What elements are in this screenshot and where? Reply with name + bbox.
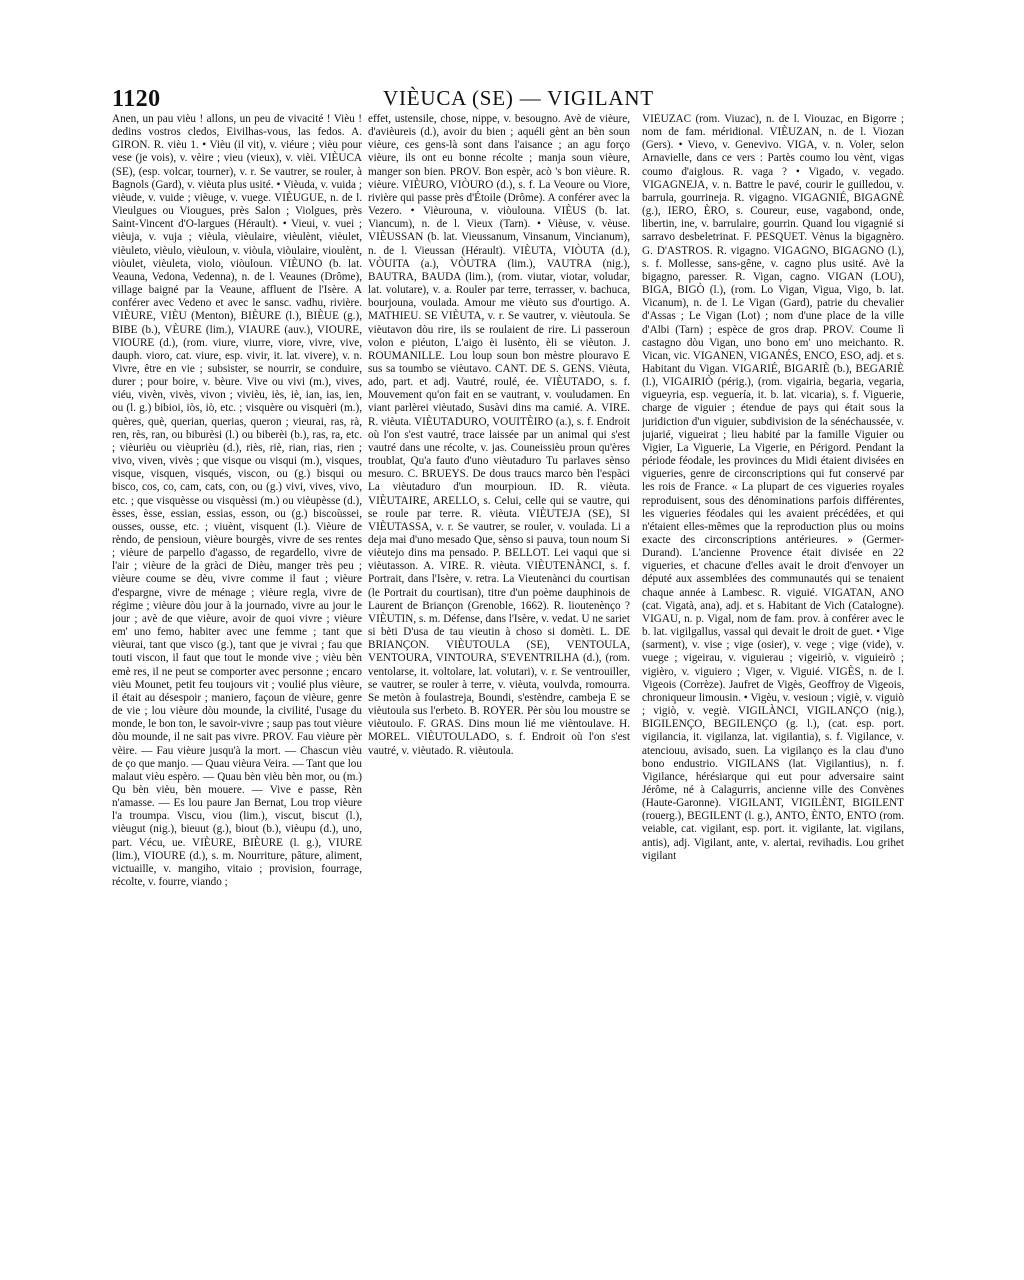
column-right-text: VIÈUZAC (rom. Viuzac), n. de l. Viouzac, en Bigorre ; nom de fam. méridional. VIÈUZAN, n. de l. Viozan (Gers). • Vievo, v. Genevivo. VIGA, v. n. Voler, selon Arnavielle, dans ce vers : Partès coumo lou vènt, vigas coumo d'aiglous. R. vaga ? • Vigado, v. vegado. VIGAGNEJA, v. n. Battre le pavé, courir le guilledou, v. barrula, gourrineja. R. vigagno. VIGAGNIÉ, BIGAGNÈ (g.), IERO, ÈRO, s. Coureur, euse, vagabond, onde, libertin, ine, v. barrulaire, gourrin. Quand lou vigagnié si sarravo desbeletrinat. F. PESQUET. Vènus la bigagnèro. G. D'ASTROS. R. vigagno. VIGAGNO, BIGAGNO (l.), s. f. Mollesse, sans-gêne, v. cagno plus usité. Avè la bigagno, paresser. R. Vigan, cagno. VIGAN (LOU), BIGA, BIGÒ (l.), (rom. Lo Vigan, Vigua, Vigo, b. lat. Vicanum), n. de l. Le Vigan (Gard), patrie du chevalier d'Assas ; Le Vigan (Lot) ; nom d'une place de la ville d'Albi (Tarn) ; espèce de gros drap. PROV. Coume lì castagno dòu Vigan, uno bono em' uno meichanto. R. Vican, vic. VIGANEN, VIGANÉS, ENCO, ESO, adj. et s. Habitant du Vigan. VIGARIÉ, BIGARIÈ (b.), BEGARIÈ (l.), VIGAIRIÒ (périg.), (rom. vigairia, begaria, vegaria, vigueyria, esp. veguería, it. b. lat. vicaria), s. f. Viguerie, charge de viguier ; étendue de pays qui était sous la juridiction d'un viguier, subdivision de la sénéchaussée, v. jujarié, vigueirat ; lieu habité par la famille Viguier ou Vigier, La Viguerie, La Vigerie, en Périgord. Pendant la période féodale, les provinces du Midi étaient divisées en vigueries, genre de circonscriptions qui fut conservé par les rois de France. « La plupart de ces vigueries royales reproduisent, sous des dénominations parfois différentes, les vigueries féodales qui les avaient précédées, et qui n'étaient elles-mêmes que la reproduction plus ou moins exacte des circonscriptions antérieures. » (Germer-Durand). L'ancienne Provence était divisée en 22 vigueries, et chacune d'elles avait le droit d'envoyer un député aux assemblées des communautés qui se tenaient chaque année à Lambesc. R. viguié. VIGATAN, ANO (cat. Vigatà, ana), adj. et s. Habitant de Vich (Catalogne). VIGAU, n. p. Vigal, nom de fam. prov. à conférer avec le b. lat. vigilgallus, vassal qui devait le droit de guet. • Vige (sarment), v. vise ; vige (osier), v. vege ; vige (vide), v. vuege ; vigeirau, v. viguierau ; vigeiriò, v. viguieirò ; vigièro, v. viguiero ; Viger, v. Viguié. VIGÈS, n. de l. Vigeois (Corrèze). Jaufret de Vigès, Geoffroy de Vigeois, chroniqueur limousin. • Vigèu, v. vesioun ; vigiè, v. viguiò ; vigiò, v. vegiè. VIGILÀNCI, VIGILANÇO (nig.), BIGILENÇO, BEGILENÇO (g. l.), (cat. esp. port. vigilancia, it. vigilanza, lat. vigilantia), s. f. Vigilance, v. atenciouu, avisado, suen. La vigilanço es la clau d'uno bono endustrio. VIGILANS (lat. Vigilantius), n. f. Vigilance, hérésiarque qui eut pour adversaire saint Jérôme, né à Calagurris, ancienne ville des Convènes (Haute-Garonne). VIGILANT, VIGILÈNT, BIGILENT (rouerg.), BEGILENT (l. g.), ANTO, ÈNTO, ENTO (rom. veiable, cat. vigilant, esp. port. it. vigilante, lat. vigilans, antis), adj. Vigilant, ante, v. alertai, revihadis. Lou grihet vigilant (642, 113, 904, 862)
column-left (112, 113, 362, 1238)
column-middle (368, 113, 630, 1238)
running-title: VIÈUCA (SE) — VIGILANT (383, 86, 654, 110)
column-right (642, 113, 904, 1238)
page-number: 1120 (112, 86, 161, 112)
column-left-text: Anen, un pau vièu ! allons, un peu de vivacité ! Vièu ! dedins vostros cledos, Eivilhas-vous, las fedos. A. GIRON. R. vièu 1. • Vièu (il vit), v. viéure ; vièu pour vese (je vois), v. vèire ; vieu (vieux), v. vièi. VIÈUCA (SE), (esp. volcar, tourner), v. r. Se vautrer, se rouler, à Bagnols (Gard), v. vièuta plus usité. • Vièuda, v. vuida ; vièude, v. vuide ; vièuge, v. vuege. VIÈUGUE, n. de l. Vieulgues ou Viougues, près Salon ; Violgues, près Saint-Vincent d'O-largues (Hérault). • Vieui, v. vuei ; vièuja, v. vuja ; vièula, vièulaire, vièulènt, vièulet, vièuleto, vièulo, vièuloun, v. viòula, viòulaire, vioulènt, viòulet, vièuleta, violo, viòuloun. VIÈUNO (b. lat. Veauna, Vedona, Vedenna), n. de l. Veaunes (Drôme), village baigné par la Veaune, affluent de l'Isère. A conférer avec Vedeno et avec le sansc. vadhu, rivière. VIÈURE, VIÈU (Menton), BIÈURE (l.), BIÈUE (g.), BIBE (b.), VÈURE (lim.), VIAURE (auv.), VIOURE, VIOURE (d.), (rom. viure, viurre, viore, vivre, vive, dauph. vioro, cat. viure, esp. vivir, it. lat. vivere), v. n. Vivre, être en vie ; subsister, se nourrir, se conduire, durer ; pour boire, v. bèure. Vive ou vivi (m.), vives, viéu, vivèn, vivès, vivon ; vivièu, iès, iè, ian, ias, ien, ou (l. g.) bibioi, iòs, iò, etc. ; visquère ou visquèri (m.), quères, què, querian, querias, queron ; vieurai, ras, rà, ren, rès, ran, ou biburèsi (l.) ou biberèi (b.), ras, ra, etc. ; vièurièu ou vièuprièu (d.), riès, riè, rian, rias, rien ; vivo, viven, vivès ; que visque ou visqui (m.), visques, visque, visquen, visqués, viscon, ou (g.) bisqui ou bisco, cos, co, cam, cats, con, ou (g.) vivi, vives, vivo, etc. ; que visquèsse ou visquèssi (m.) ou vièupèsse (d.), èsses, èsse, essian, essias, esson, ou (g.) biscoùssei, ousses, ousse, etc. ; viuènt, visquent (l.). Vièure de rèndo, de pensioun, vièure bourgès, vivre de ses rentes ; vièure de parpello d'agasso, de regardello, vivre de l'air ; vièure de la gràci de Dièu, manger très peu ; vièure coume se dèu, vivre comme il faut ; vièure d'espargne, vivre de ménage ; vièure regla, vivre de régime ; vièure dòu jour à la journado, vivre au jour le jour ; avè de que vièure, avoir de quoi vivre ; vièure em' uno femo, habiter avec une femme ; tant que vièurai, tant que visco (g.), tant que je vivrai ; fau que touti viscon, il faut que tout le monde vive ; vièu bèn emè res, il ne peut se comporter avec personne ; encaro vièu Mounet, petit feu toujours vit ; voulié plus vièure, il était au désespoir ; maniero, façoun de vièure, genre de vie ; lou vièure dòu mounde, la civilité, l'usage du monde, le bon ton, le savoir-vivre ; saup pas tout vièure dòu mounde, il ne sait pas vivre. PROV. Fau vièure pèr vèire. — Fau vièure jusqu'à la mort. — Chascun vièu de ço que manjo. — Quau vièura Veira. — Tant que lou malaut vièu espèro. — Quau bèn vièu bèn mor, ou (m.) Qu bèn vièu, bèn mouere. — Vive e passe, Rèn n'amasse. — Es lou paure Jan Bernat, Lou trop vièure l'a troumpa. Viscu, viou (lim.), viscut, biscut (l.), vièugut (nig.), bieuut (g.), biout (b.), vièupu (d.), uno, part. Vécu, ue. VIÈURE, BIÈURE (l. g.), VIURE (lim.), VIOURE (d.), s. m. Nourriture, pâture, aliment, victuaille, v. mangiho, vitaio ; provision, fourrage, récolte, v. fourre, viando ; (112, 113, 362, 889)
column-middle-text: effet, ustensile, chose, nippe, v. besougno. Avè de vièure, d'avièureis (d.), avoir du bien ; aquéli gènt an bèn soun vièure, ces gens-là sont dans l'aisance ; an agu forço vièure, ils ont eu bonne récolte ; manja soun vièure, manger son bien. PROV. Bon espèr, acò 's bon vièure. R. vièure. VIÈURO, VIÒURO (d.), s. f. La Veoure ou Viore, rivière qui passe près d'Étoile (Drôme). A conférer avec la Vezero. • Vièurouna, v. viòulouna. VIÈUS (b. lat. Viancum), n. de l. Vieux (Tarn). • Vièuse, v. vèuse. VIÈUSSAN (b. lat. Vieussanum, Vinsanum, Vincianum), n. de l. Vieussan (Hérault). VIÈUTA, VIÒUTA (d.), VÒUITA (a.), VÒUTRA (lim.), VAUTRA (nig.), BAUTRA, BAUDA (lim.), (rom. viutar, viotar, voludar, lat. volutare), v. a. Rouler par terre, terrasser, v. bachuca, bourjouna, voulada. Amour me vièuto sus d'ourtigo. A. MATHIEU. SE VIÈUTA, v. r. Se vautrer, v. vièutoula. Se vièutavon dòu rire, ils se roulaient de rire. Li passeroun volon e piéuton, L'aigo èi lusènto, èli se vièuton. J. ROUMANILLE. Lou loup soun bon mèstre plouravo E sus sa toumbo se vièutavo. CANT. DE S. GENS. Vièuta, ado, part. et adj. Vautré, roulé, ée. VIÈUTADO, s. f. Mouvement qu'on fait en se vautrant, v. vouludamen. En viant parlèrei vièutado, Susàvi dins ma camié. A. VIRE. R. vièuta. VIÈUTADURO, VOUITÈIRO (a.), s. f. Endroit où l'on s'est vautré, trace laissée par un animal qui s'est vautré dans une récolte, v. jas. Couneissièu proun qu'ères troublat, Qu'a fauto d'uno vièutaduro Tu parlaves sènso mesuro. C. BRUEYS. De dous traucs marco bèn l'espàci La vièutaduro d'un mourpioun. ID. R. vièuta. VIÈUTAIRE, ARELLO, s. Celui, celle qui se vautre, qui se roule par terre. R. vièuta. VIÈUTEJA (SE), SI VIÈUTASSA, v. r. Se vautrer, se rouler, v. voulada. Li a deja mai d'uno mesado Que, sènso si pauva, toun noum Si vièutejo dins ma pensado. P. BELLOT. Lei vaqui que si vièutasson. A. VIRE. R. vièuta. VIÈUTENÀNCI, s. f. Portrait, dans l'Isère, v. retra. La Vieutenànci du courtisan (le Portrait du courtisan), titre d'un poème dauphinois de Laurent de Briançon (Grenoble, 1662). R. lioutenènço ? VIÈUTIN, s. m. Défense, dans l'Isère, v. vedat. U ne sariet si bèti D'usa de tau vieutin à choso si domèti. L. DE BRIANÇON. VIÈUTOULA (SE), VENTOULA, VENTOURA, VINTOURA, S'EVENTRILHA (d.), (rom. ventolarse, it. voltolare, lat. volutari), v. r. Se ventrouiller, se vautrer, se rouler à terre, v. vièuta, voulvda, romourra. Se metòn à foulastreja, Boundi, s'estèndre, cambeja E se vièutoula sus l'erbeto. B. ROYER. Pèr sòu lou moustre se vièutoulo. F. GRAS. Dins moun lié me vièntoulave. H. MOREL. VIÈUTOULADO, s. f. Endroit où l'on s'est vautré, v. vièutado. R. vièutoula. (368, 113, 630, 757)
